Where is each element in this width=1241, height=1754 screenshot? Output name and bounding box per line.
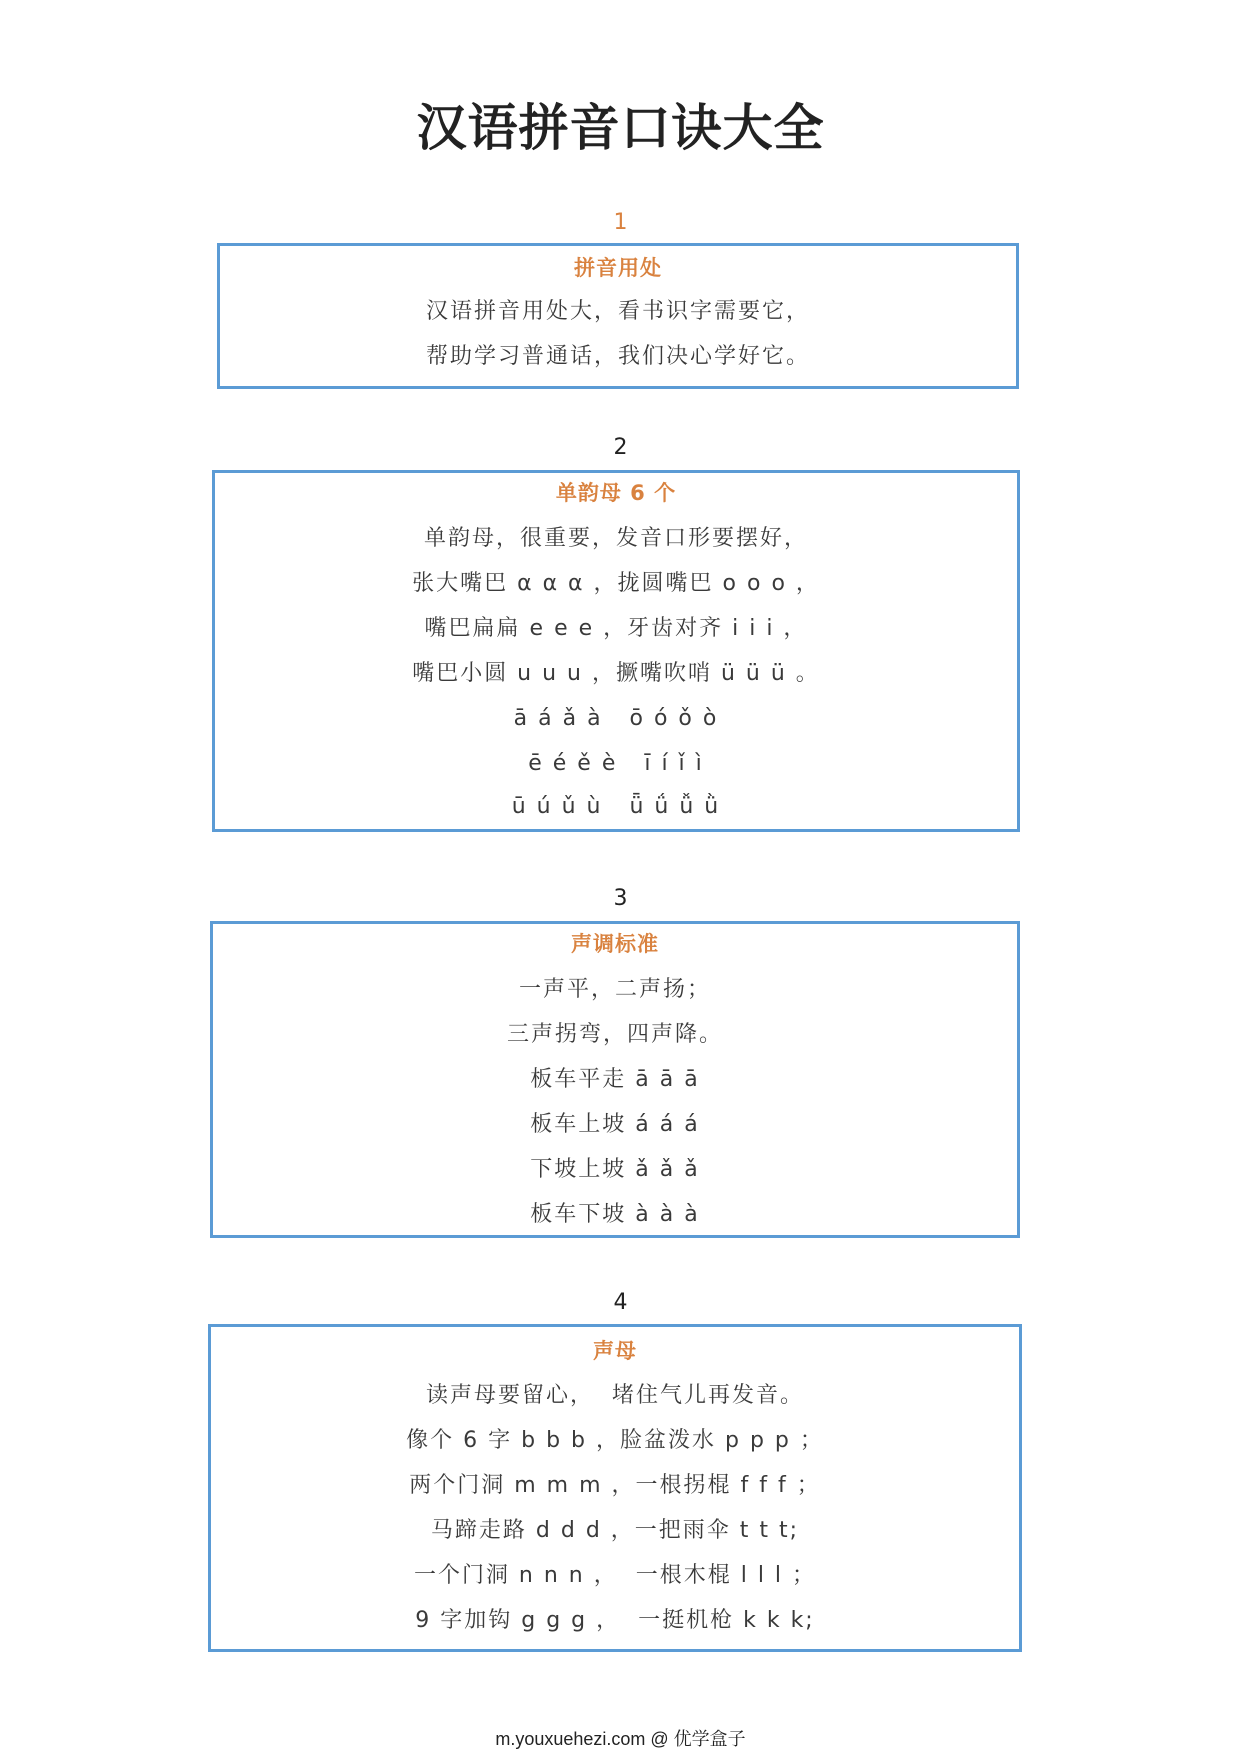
section-heading-2: 单韵母 6 个 xyxy=(555,481,677,505)
section-box-2 xyxy=(212,470,1020,832)
text-line: 一声平，二声扬； xyxy=(518,977,711,1002)
section-heading-1: 拼音用处 xyxy=(574,256,662,280)
section-heading-3: 声调标准 xyxy=(571,932,659,956)
section-number-2: 2 xyxy=(613,435,628,460)
text-line: 单韵母，很重要，发音口形要摆好， xyxy=(423,526,808,551)
text-line: 张大嘴巴 α α α ，拢圆嘴巴 o o o ， xyxy=(412,571,820,596)
footer-credit: m.youxuehezi.com @ 优学盒子 xyxy=(495,1729,746,1749)
text-line: 汉语拼音用处大，看书识字需要它， xyxy=(425,299,810,324)
text-line: 嘴巴小圆 u u u ，撅嘴吹哨 ü ü ü 。 xyxy=(412,661,820,686)
section-box-3 xyxy=(210,921,1020,1238)
section-number-4: 4 xyxy=(613,1290,628,1315)
text-line: 下坡上坡 ǎ ǎ ǎ xyxy=(530,1157,700,1182)
text-line: 嘴巴扁扁 e e e ，牙齿对齐 i i i ， xyxy=(424,616,808,641)
section-heading-4: 声母 xyxy=(593,1339,637,1363)
text-line: 马蹄走路 d d d ，一把雨伞 t t t; xyxy=(430,1518,800,1543)
section-number-1: 1 xyxy=(613,210,628,235)
section-number-3: 3 xyxy=(613,886,628,911)
text-line: 9 字加钩 g g g ， 一挺机枪 k k k; xyxy=(415,1608,815,1633)
text-line: 帮助学习普通话，我们决心学好它。 xyxy=(425,344,810,369)
text-line: 两个门洞 m m m ，一根拐棍 f f f ； xyxy=(409,1473,821,1498)
page-title: 汉语拼音口诀大全 xyxy=(416,99,825,157)
text-line: 三声拐弯，四声降。 xyxy=(506,1022,723,1047)
section-box-1 xyxy=(217,243,1019,389)
text-line: 一个门洞 n n n ， 一根木棍 l l l ； xyxy=(413,1563,817,1588)
text-line: ē é ě è ī í ǐ ì xyxy=(528,751,704,776)
text-line: 读声母要留心， 堵住气儿再发音。 xyxy=(426,1383,804,1408)
text-line: 板车平走 ā ā ā xyxy=(530,1067,700,1092)
text-line: ū ú ǔ ù ǖ ǘ ǚ ǜ xyxy=(511,794,721,819)
text-line: 板车上坡 á á á xyxy=(530,1112,700,1137)
text-line: 板车下坡 à à à xyxy=(530,1202,700,1227)
text-line: 像个 6 字 b b b ，脸盆泼水 p p p ； xyxy=(406,1428,824,1453)
section-box-4 xyxy=(208,1324,1022,1652)
text-line: ā á ǎ à ō ó ǒ ò xyxy=(513,706,719,731)
